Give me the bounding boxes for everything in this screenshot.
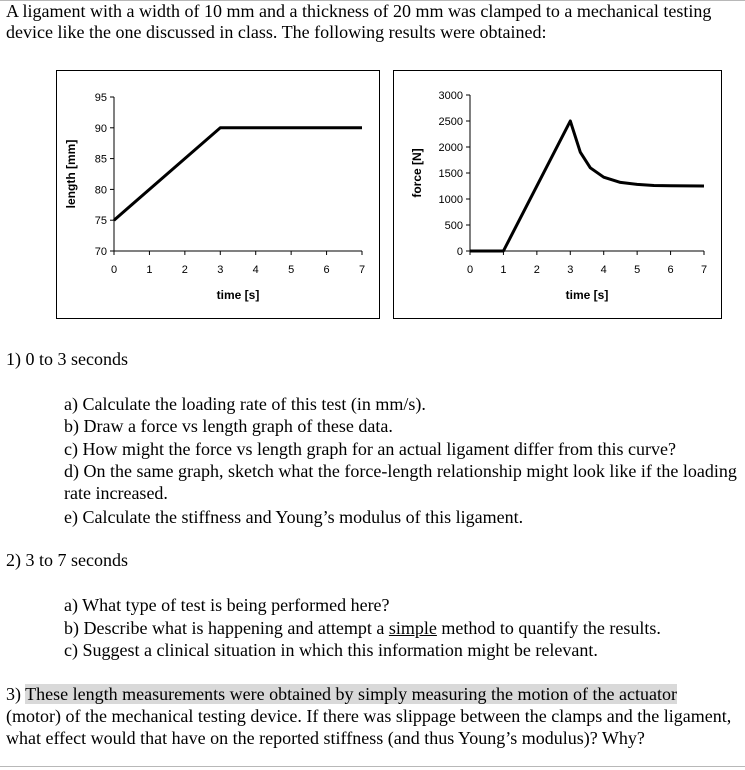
question-3-rest-text: (motor) of the mechanical testing device. If there was slippage between the clamps and the ligament, what effect would that have on the reported stiffness (and thus Young’s modulus)? Why?	[6, 706, 732, 748]
x-tick-label: 7	[700, 264, 708, 276]
question-1b: b) Draw a force vs length graph of these data.	[64, 416, 393, 436]
question-2b-text-start: b) Describe what is happening and attempt a	[64, 618, 389, 638]
question-1c: c) How might the force vs length graph for an actual ligament differ from this curve?	[64, 439, 676, 459]
length-chart-svg	[57, 71, 381, 320]
y-tick-label: 2000	[438, 142, 463, 154]
bottom-divider	[0, 766, 745, 767]
y-tick-label: 2500	[438, 116, 463, 128]
x-tick-label: 0	[466, 264, 474, 276]
x-tick-label: 7	[358, 264, 366, 276]
x-tick-label: 4	[252, 264, 259, 276]
y-tick-label: 500	[444, 220, 463, 232]
x-tick-label: 2	[533, 264, 540, 276]
data-series-line	[114, 128, 362, 220]
question-2b-underlined-word: simple	[388, 618, 437, 638]
question-1a: a) Calculate the loading rate of this test (in mm/s).	[64, 394, 426, 414]
y-axis-title: force [N]	[410, 148, 424, 198]
length-vs-time-chart	[56, 70, 380, 319]
y-tick-label: 90	[94, 122, 107, 135]
x-tick-label: 1	[500, 264, 507, 276]
x-tick-label: 3	[217, 264, 224, 276]
y-tick-label: 80	[94, 184, 107, 197]
x-tick-label: 3	[567, 264, 574, 276]
question-2b	[64, 617, 739, 639]
x-tick-label: 6	[323, 264, 330, 276]
y-tick-label: 0	[456, 246, 463, 258]
y-tick-label: 85	[94, 153, 107, 166]
x-tick-label: 2	[181, 264, 188, 276]
intro-paragraph: A ligament with a width of 10 mm and a thickness of 20 mm was clamped to a mechanical testing device like the one discussed in class. The following results were obtained:	[6, 1, 712, 42]
question-2b-text-end: method to quantify the results.	[436, 618, 661, 638]
question-3-number: 3)	[6, 684, 26, 704]
force-chart-svg	[394, 71, 723, 320]
x-axis-title: time [s]	[565, 288, 609, 302]
x-axis-title: time [s]	[216, 288, 260, 302]
question-2c: c) Suggest a clinical situation in which this information might be relevant.	[64, 640, 598, 660]
y-tick-label: 1000	[438, 194, 463, 206]
y-tick-label: 70	[94, 246, 107, 258]
x-tick-label: 1	[146, 264, 153, 276]
question-3	[6, 683, 741, 749]
x-tick-label: 5	[634, 264, 641, 276]
question-3-highlighted-text: These length measurements were obtained by simply measuring the motion of the actuator	[25, 684, 677, 704]
y-tick-label: 1500	[438, 168, 463, 180]
x-tick-label: 6	[667, 264, 674, 276]
section-1-heading: 1) 0 to 3 seconds	[6, 349, 128, 369]
x-tick-label: 0	[110, 264, 118, 276]
force-vs-time-chart	[393, 70, 722, 319]
question-1e: e) Calculate the stiffness and Young’s modulus of this ligament.	[64, 507, 524, 527]
y-tick-label: 95	[94, 92, 107, 104]
y-tick-label: 75	[94, 215, 107, 228]
data-series-line	[470, 121, 704, 251]
x-tick-label: 4	[600, 264, 607, 276]
question-2a: a) What type of test is being performed here?	[64, 595, 390, 615]
question-1d: d) On the same graph, sketch what the force-length relationship might look like if the loading rate increased.	[64, 461, 737, 503]
x-tick-label: 5	[288, 264, 295, 276]
y-tick-label: 3000	[438, 90, 463, 102]
section-2-heading: 2) 3 to 7 seconds	[6, 550, 128, 570]
y-axis-title: length [mm]	[64, 139, 78, 209]
